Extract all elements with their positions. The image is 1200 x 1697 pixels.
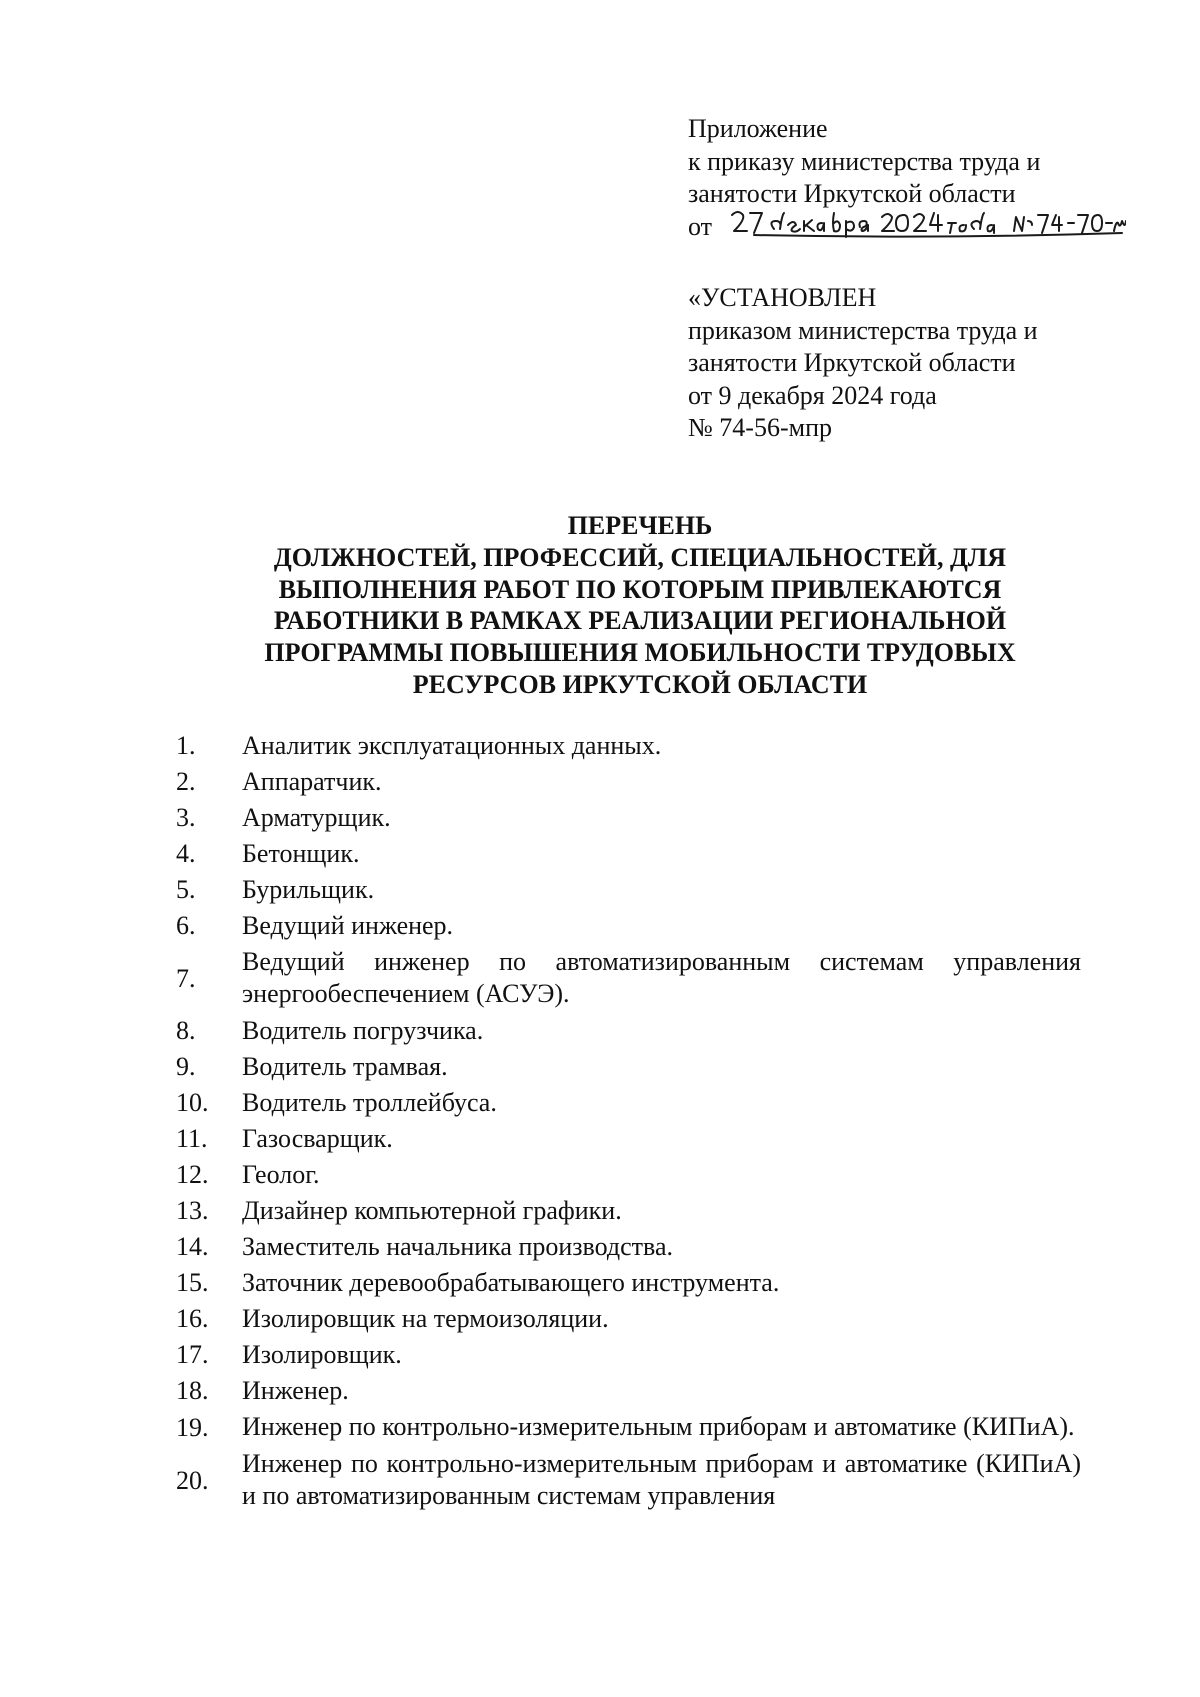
list-item-number: 12. (176, 1160, 209, 1189)
list-item-text: Газосварщик. (242, 1124, 393, 1153)
list-item-number: 10. (176, 1088, 209, 1117)
document-title (200, 510, 1080, 701)
list-item-number: 7. (176, 963, 196, 993)
list-item (176, 1159, 1081, 1190)
list-item-number: 9. (176, 1052, 196, 1081)
established-region-line: занятости Иркутской области (688, 348, 1016, 377)
list-item-text: Ведущий инженер по автоматизированным системам управления энергообеспечением (АСУЭ). (242, 947, 1081, 1008)
list-item (176, 1195, 1081, 1226)
title-line-3: ВЫПОЛНЕНИЯ РАБОТ ПО КОТОРЫМ ПРИВЛЕКАЮТСЯ (278, 574, 1002, 604)
list-item-text: Изолировщик. (242, 1340, 402, 1369)
handwritten-date-signature (726, 203, 1126, 243)
established-block (688, 282, 1128, 445)
list-item (176, 1375, 1081, 1406)
list-item-text: Инженер по контрольно-измерительным приборам и автоматике (КИПиА). (242, 1412, 1075, 1441)
list-item-number: 15. (176, 1268, 209, 1297)
appendix-header (688, 113, 1128, 243)
list-item-text: Заточник деревообрабатывающего инструмента. (242, 1268, 780, 1297)
appendix-order-line: к приказу министерства труда и (688, 146, 1041, 176)
list-item-number: 14. (176, 1232, 209, 1261)
established-number-line: № 74-56-мпр (688, 413, 832, 442)
list-item-text: Водитель троллейбуса. (242, 1088, 497, 1117)
list-item-number: 6. (176, 911, 196, 940)
list-item (176, 730, 1081, 761)
list-item-text: Геолог. (242, 1160, 320, 1189)
list-item-text: Изолировщик на термоизоляции. (242, 1304, 609, 1333)
list-item-text: Инженер. (242, 1376, 349, 1405)
list-item (176, 1303, 1081, 1334)
list-item-number: 8. (176, 1016, 196, 1045)
list-item-number: 4. (176, 839, 196, 868)
title-line-1: ПЕРЕЧЕНЬ (567, 511, 713, 540)
list-item-number: 16. (176, 1304, 209, 1333)
list-item-text: Аналитик эксплуатационных данных. (242, 731, 662, 760)
list-item (176, 1448, 1081, 1512)
list-item-text: Ведущий инженер. (242, 911, 454, 940)
list-item (176, 1051, 1081, 1082)
list-item-text: Водитель трамвая. (242, 1052, 448, 1081)
list-item (176, 1087, 1081, 1118)
list-item-text: Арматурщик. (242, 803, 391, 832)
established-date-line: от 9 декабря 2024 года (688, 380, 937, 410)
list-item (176, 1339, 1081, 1370)
date-prefix: от (688, 211, 713, 241)
list-item-text: Бурильщик. (242, 875, 375, 904)
title-line-6: РЕСУРСОВ ИРКУТСКОЙ ОБЛАСТИ (412, 669, 868, 699)
list-item-text: Аппаратчик. (242, 767, 382, 796)
list-item (176, 1411, 1081, 1443)
list-item (176, 874, 1081, 905)
list-item-number: 3. (176, 803, 196, 832)
list-item (176, 838, 1081, 869)
list-item-number: 17. (176, 1340, 209, 1369)
list-item-number: 19. (176, 1412, 209, 1442)
list-item-text: Заместитель начальника производства. (242, 1232, 674, 1261)
list-item (176, 910, 1081, 941)
list-item (176, 802, 1081, 833)
positions-list (176, 730, 1081, 1517)
list-item (176, 1231, 1081, 1262)
title-line-5: ПРОГРАММЫ ПОВЫШЕНИЯ МОБИЛЬНОСТИ ТРУДОВЫХ (264, 638, 1016, 668)
list-item (176, 1123, 1081, 1154)
list-item-number: 1. (176, 731, 196, 760)
established-order-line: приказом министерства труда и (688, 315, 1038, 345)
list-item (176, 766, 1081, 797)
appendix-label: Приложение (688, 114, 828, 143)
title-line-4: РАБОТНИКИ В РАМКАХ РЕАЛИЗАЦИИ РЕГИОНАЛЬНОЙ (273, 606, 1007, 636)
list-item-number: 18. (176, 1376, 209, 1405)
list-item-number: 20. (176, 1465, 209, 1495)
list-item-text: Водитель погрузчика. (242, 1016, 484, 1045)
list-item (176, 946, 1081, 1010)
title-line-2: ДОЛЖНОСТЕЙ, ПРОФЕССИЙ, СПЕЦИАЛЬНОСТЕЙ, ДЛЯ (273, 542, 1007, 572)
list-item-number: 11. (176, 1124, 208, 1153)
list-item-text: Дизайнер компьютерной графики. (242, 1196, 622, 1225)
appendix-region-line: занятости Иркутской области (688, 179, 1016, 208)
list-item (176, 1015, 1081, 1046)
list-item-number: 13. (176, 1196, 209, 1225)
list-item-text: Бетонщик. (242, 839, 360, 868)
established-label: «УСТАНОВЛЕН (688, 283, 877, 312)
list-item (176, 1267, 1081, 1298)
list-item-number: 2. (176, 767, 196, 796)
list-item-number: 5. (176, 875, 196, 904)
list-item-text: Инженер по контрольно-измерительным приборам и автоматике (КИПиА) и по автоматизированным системам управления (242, 1449, 1081, 1510)
appendix-date-line (688, 211, 1128, 244)
